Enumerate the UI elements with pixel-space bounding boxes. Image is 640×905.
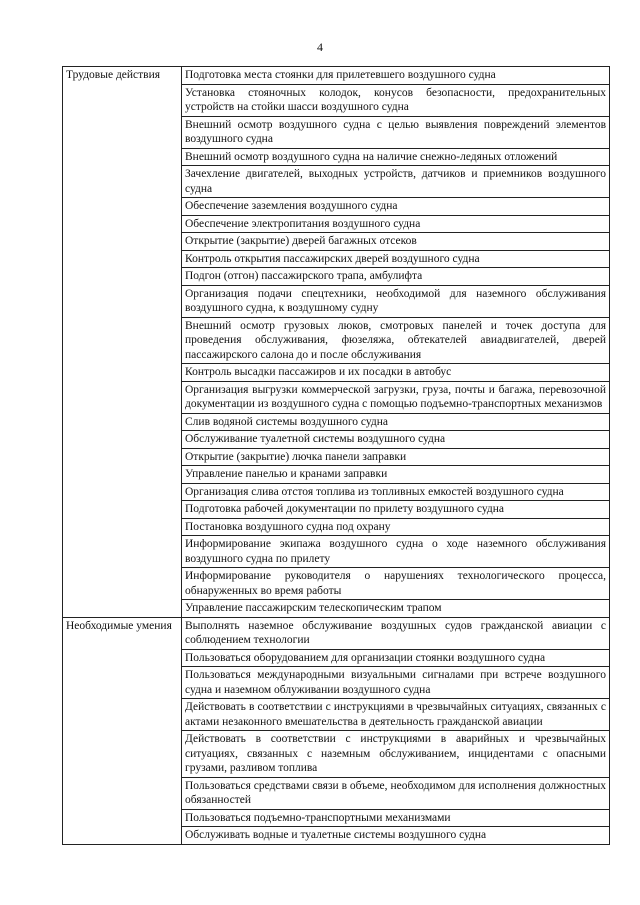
item-cell: Пользоваться международными визуальными сигналами при встрече воздушного судна и наземном облуживании воздушного судна <box>182 667 610 699</box>
page-number: 4 <box>317 40 323 54</box>
table-body <box>63 67 610 845</box>
section-title: Необходимые умения <box>63 617 182 844</box>
item-cell: Открытие (закрытие) лючка панели заправки <box>182 448 610 466</box>
item-cell: Обеспечение электропитания воздушного судна <box>182 215 610 233</box>
item-cell: Подгон (отгон) пассажирского трапа, амбулифта <box>182 268 610 286</box>
item-cell: Подготовка места стоянки для прилетевшего воздушного судна <box>182 67 610 85</box>
item-cell: Установка стояночных колодок, конусов безопасности, предохранительных устройств на стойки шасси воздушного судна <box>182 84 610 116</box>
item-cell: Контроль высадки пассажиров и их посадки в автобус <box>182 364 610 382</box>
item-cell: Пользоваться оборудованием для организации стоянки воздушного судна <box>182 649 610 667</box>
item-cell: Пользоваться подъемно-транспортными механизмами <box>182 809 610 827</box>
item-cell: Зачехление двигателей, выходных устройств, датчиков и приемников воздушного судна <box>182 166 610 198</box>
item-cell: Действовать в соответствии с инструкциями в аварийных и чрезвычайных ситуациях, связанных с наземным обслуживанием, инцидентами с опасными грузами, разливом топлива <box>182 731 610 778</box>
item-cell: Выполнять наземное обслуживание воздушных судов гражданской авиации с соблюдением технологии <box>182 617 610 649</box>
item-cell: Обеспечение заземления воздушного судна <box>182 198 610 216</box>
item-cell: Подготовка рабочей документации по прилету воздушного судна <box>182 501 610 519</box>
item-cell: Действовать в соответствии с инструкциями в чрезвычайных ситуациях, связанных с актами незаконного вмешательства в деятельность гражданской авиации <box>182 699 610 731</box>
item-cell: Слив водяной системы воздушного судна <box>182 413 610 431</box>
item-cell: Организация подачи спецтехники, необходимой для наземного обслуживания воздушного судна, к воздушному судну <box>182 285 610 317</box>
item-cell: Организация слива отстоя топлива из топливных емкостей воздушного судна <box>182 483 610 501</box>
item-cell: Информирование руководителя о нарушениях технологического процесса, обнаруженных во время работы <box>182 568 610 600</box>
item-cell: Открытие (закрытие) дверей багажных отсеков <box>182 233 610 251</box>
section-title: Трудовые действия <box>63 67 182 618</box>
item-cell: Пользоваться средствами связи в объеме, необходимом для исполнения должностных обязанностей <box>182 777 610 809</box>
requirements-table <box>62 66 610 845</box>
item-cell: Обслуживать водные и туалетные системы воздушного судна <box>182 827 610 845</box>
table-row <box>63 617 610 649</box>
item-cell: Постановка воздушного судна под охрану <box>182 518 610 536</box>
item-cell: Внешний осмотр воздушного судна с целью выявления повреждений элементов воздушного судна <box>182 116 610 148</box>
item-cell: Контроль открытия пассажирских дверей воздушного судна <box>182 250 610 268</box>
item-cell: Управление пассажирским телескопическим трапом <box>182 600 610 618</box>
item-cell: Внешний осмотр грузовых люков, смотровых панелей и точек доступа для проведения обслуживания, фюзеляжа, обтекателей авиадвигателей, дверей пассажирского салона до и после обслуживания <box>182 317 610 364</box>
item-cell: Информирование экипажа воздушного судна о ходе наземного обслуживания воздушного судна по прилету <box>182 536 610 568</box>
table-row <box>63 67 610 85</box>
item-cell: Внешний осмотр воздушного судна на наличие снежно-ледяных отложений <box>182 148 610 166</box>
item-cell: Обслуживание туалетной системы воздушного судна <box>182 431 610 449</box>
item-cell: Организация выгрузки коммерческой загрузки, груза, почты и багажа, перевозочной документации из воздушного судна с помощью подъемно-транспортных механизмов <box>182 381 610 413</box>
item-cell: Управление панелью и кранами заправки <box>182 466 610 484</box>
